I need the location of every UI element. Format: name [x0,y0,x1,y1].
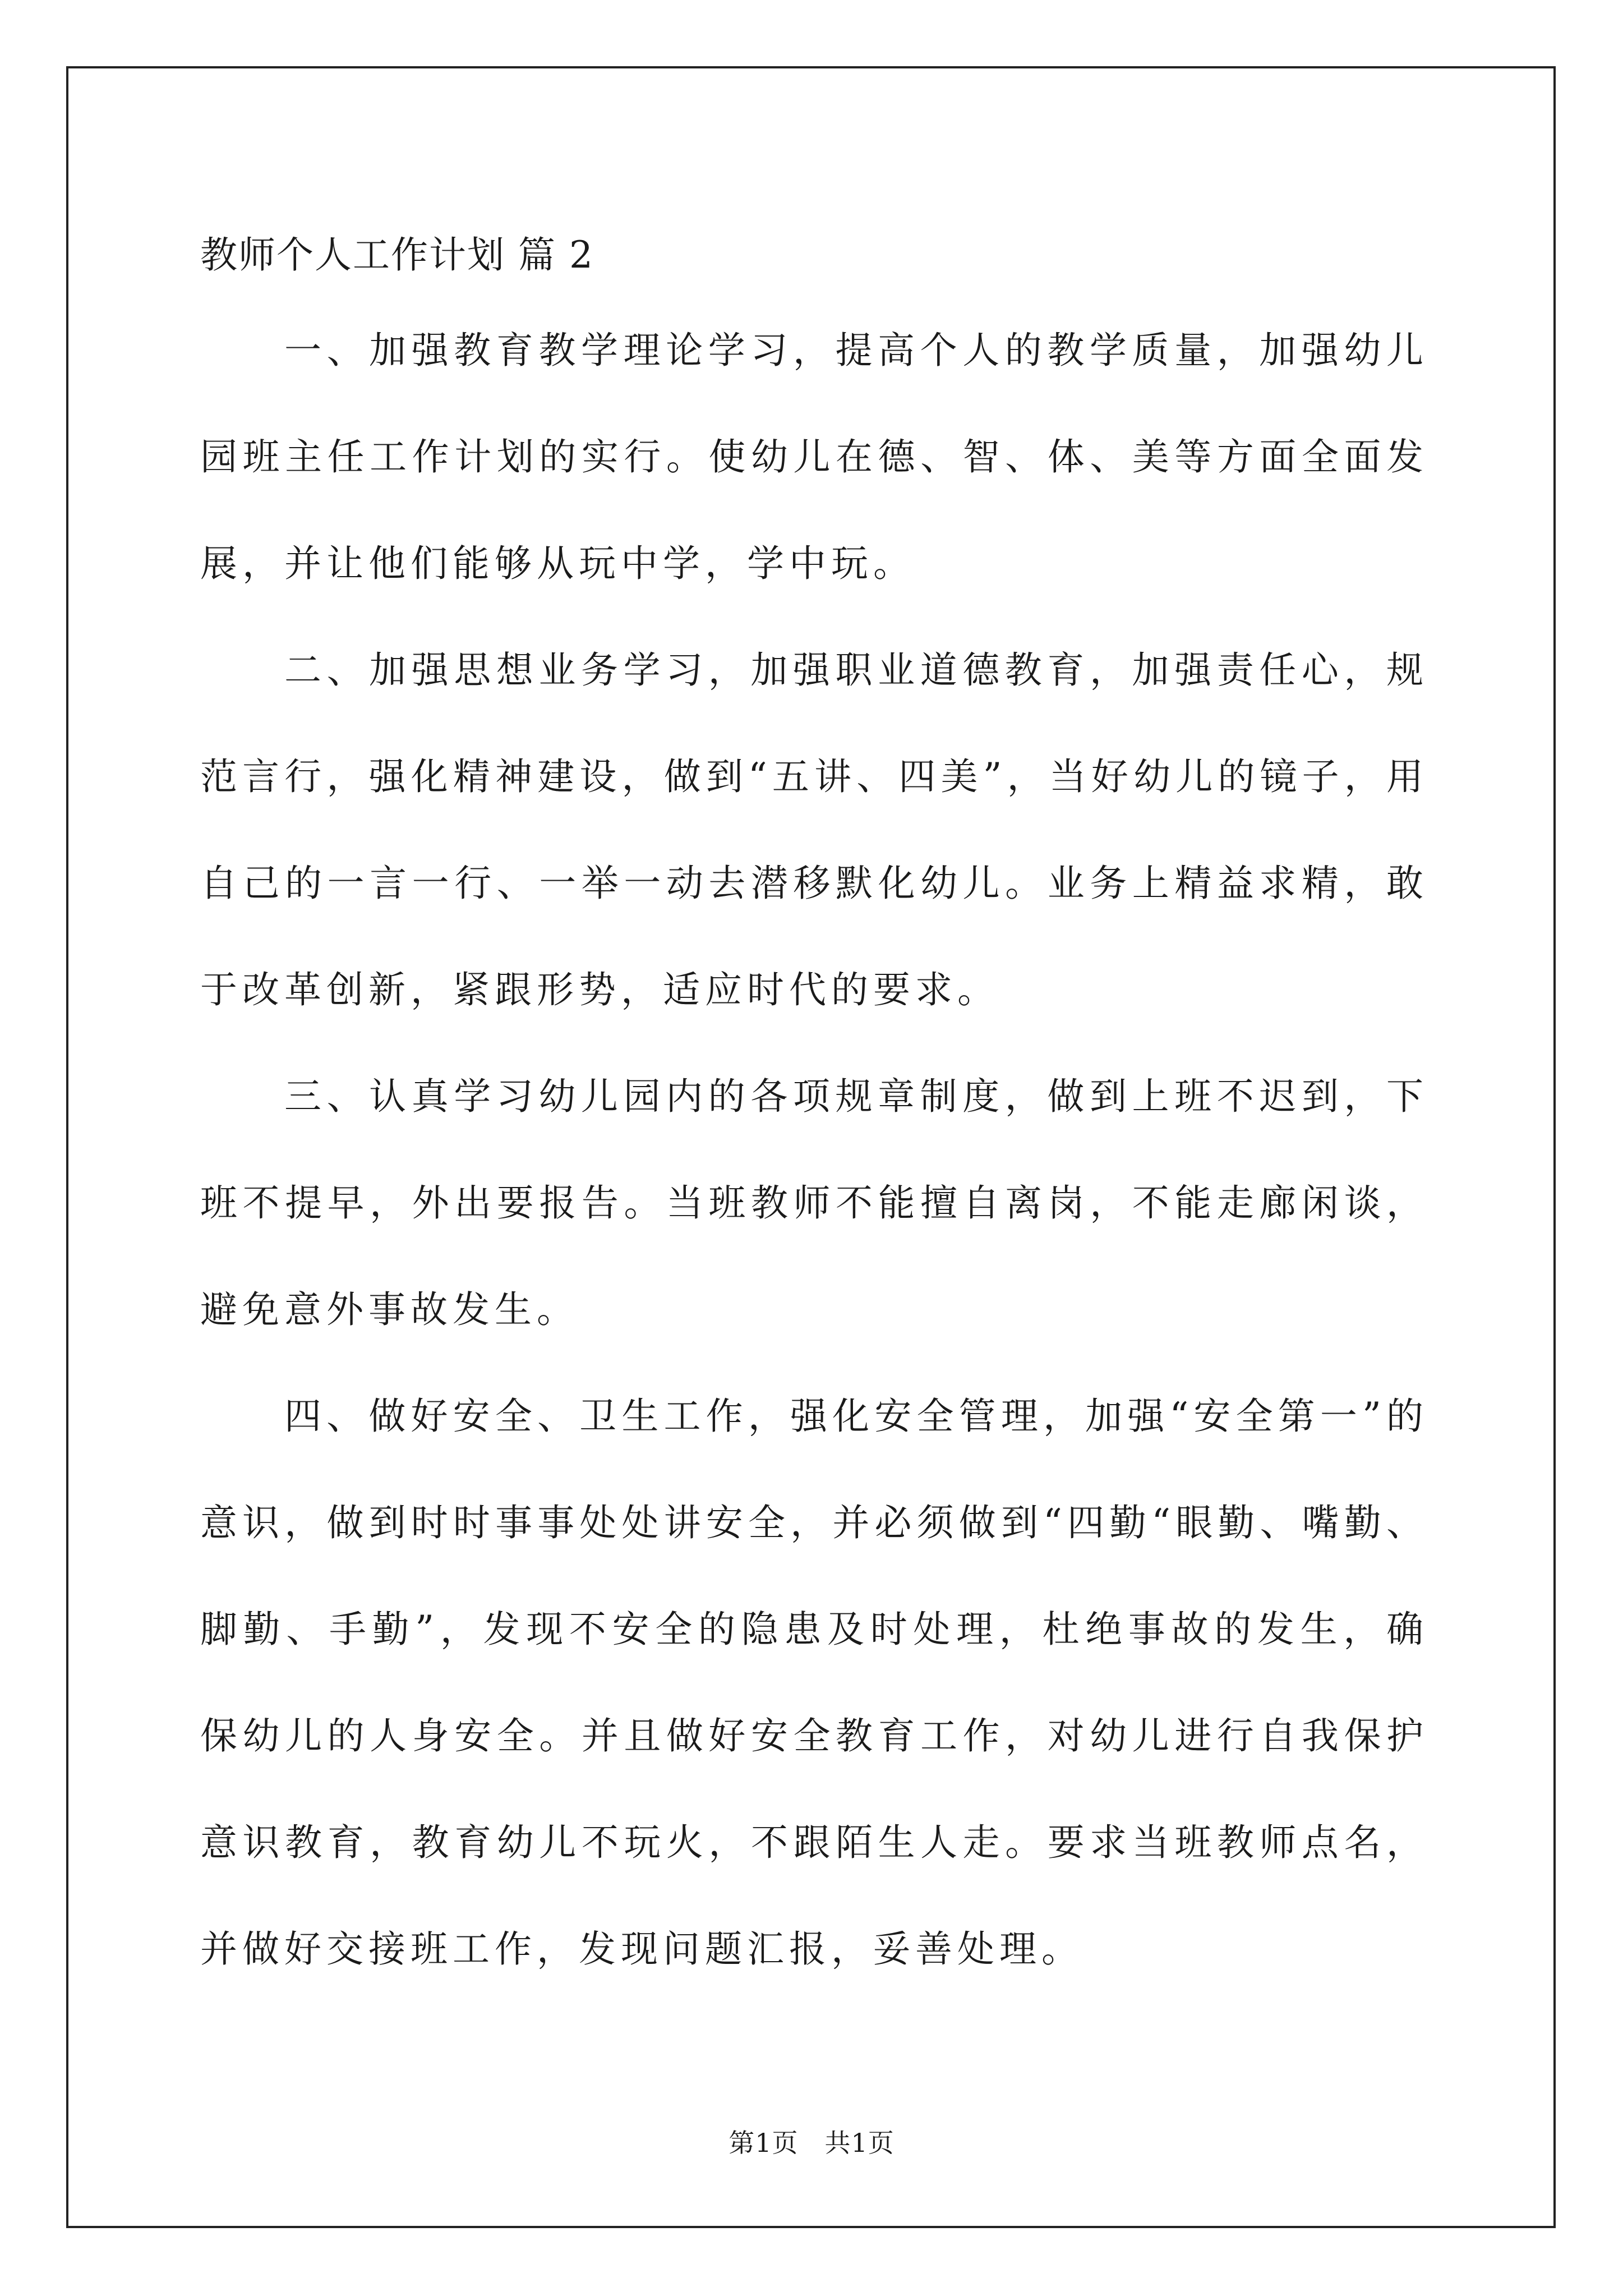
document-title: 教师个人工作计划 篇 2 [200,233,594,277]
page-footer: 第1页 共1页 [728,2128,895,2158]
paragraph-4: 四、做好安全、卫生工作，强化安全管理，加强“安全第一”的意识，做到时时事事处处讲安全，并必须做到“四勤“眼勤、嘴勤、脚勤、手勤”，发现不安全的隐患及时处理，杜绝事故的发生，确保幼儿的人身安全。并且做好安全教育工作，对幼儿进行自我保护意识教育，教育幼儿不玩火，不跟陌生人走。要求当班教师点名，并做好交接班工作，发现问题汇报，妥善处理。 [200,1395,1428,1971]
paragraph-1: 一、加强教育教学理论学习，提高个人的教学质量，加强幼儿园班主任工作计划的实行。使幼儿在德、智、体、美等方面全面发展，并让他们能够从玩中学，学中玩。 [200,329,1428,585]
document-body [200,213,1428,2003]
paragraph-3: 三、认真学习幼儿园内的各项规章制度，做到上班不迟到，下班不提早，外出要报告。当班教师不能擅自离岗，不能走廊闲谈，避免意外事故发生。 [200,1075,1428,1331]
paragraph-2: 二、加强思想业务学习，加强职业道德教育，加强责任心，规范言行，强化精神建设，做到“五讲、四美”，当好幼儿的镜子，用自己的一言一行、一举一动去潜移默化幼儿。业务上精益求精，敢于改革创新，紧跟形势，适应时代的要求。 [200,648,1428,1011]
